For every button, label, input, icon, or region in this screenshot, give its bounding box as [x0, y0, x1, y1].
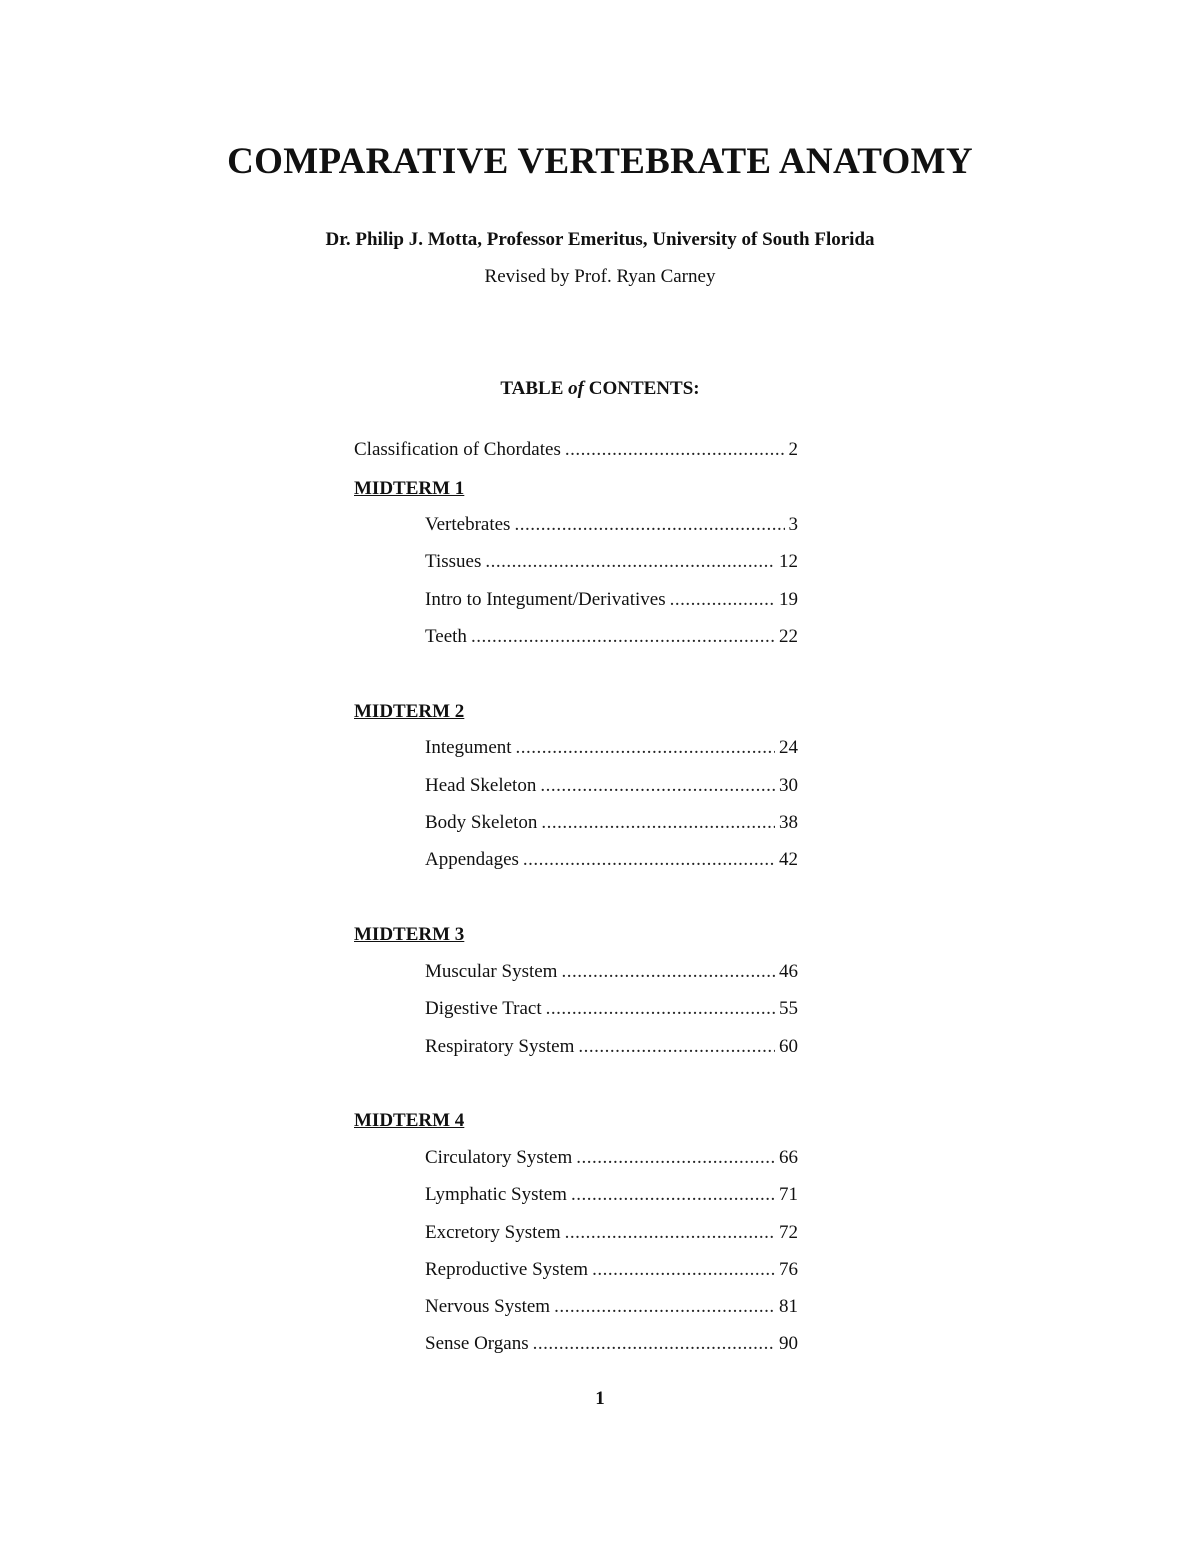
toc-heading-part-1: TABLE: [500, 378, 569, 399]
section-heading-midterm-4: MIDTERM 4: [354, 1110, 465, 1131]
toc-entry-label: Digestive Tract: [425, 998, 542, 1019]
toc-entry-page: 22: [779, 626, 798, 647]
toc-entry-page: 81: [779, 1296, 798, 1317]
toc-entry: [425, 512, 798, 538]
toc-entry-page: 90: [779, 1333, 798, 1354]
toc-entry-label: Respiratory System: [425, 1036, 575, 1057]
dot-leader: [546, 996, 775, 1022]
toc-entry: [425, 996, 798, 1022]
dot-leader: [540, 773, 775, 799]
toc-entry: [425, 549, 798, 575]
toc-entry: [425, 1220, 798, 1246]
toc-entry: [425, 773, 798, 799]
toc-entry-page: 76: [779, 1259, 798, 1280]
dot-leader: [516, 735, 775, 761]
author-line: Dr. Philip J. Motta, Professor Emeritus, University of South Florida: [325, 229, 875, 250]
toc-entry: [425, 1257, 798, 1283]
toc-entry: [425, 1331, 798, 1357]
toc-entry-page: 30: [779, 775, 798, 796]
document-title: COMPARATIVE VERTEBRATE ANATOMY: [227, 141, 973, 182]
toc-entry-label: Tissues: [425, 551, 482, 572]
toc-entry-label: Muscular System: [425, 961, 558, 982]
toc-heading-part-2: CONTENTS:: [583, 378, 700, 399]
dot-leader: [565, 437, 785, 463]
toc-entry: [425, 810, 798, 836]
toc-entry: [425, 587, 798, 613]
toc-entry-label: Sense Organs: [425, 1333, 529, 1354]
section-heading-midterm-1: MIDTERM 1: [354, 478, 465, 499]
revised-by-line: Revised by Prof. Ryan Carney: [484, 266, 716, 287]
toc-entry-label: Reproductive System: [425, 1259, 589, 1280]
toc-entry-page: 46: [779, 961, 798, 982]
toc-entry-page: 72: [779, 1222, 798, 1243]
toc-entry: [425, 959, 798, 985]
toc-entry-label: Classification of Chordates: [354, 439, 561, 460]
dot-leader: [554, 1294, 775, 1320]
section-heading-midterm-2: MIDTERM 2: [354, 701, 465, 722]
toc-entry: [425, 735, 798, 761]
toc-entry: [425, 624, 798, 650]
toc-entry-page: 71: [779, 1184, 798, 1205]
dot-leader: [541, 810, 775, 836]
toc-entry: [425, 1294, 798, 1320]
toc-heading-italic: of: [568, 378, 584, 399]
dot-leader: [571, 1182, 775, 1208]
toc-entry-label: Head Skeleton: [425, 775, 537, 796]
toc-entry-label: Circulatory System: [425, 1147, 573, 1168]
toc-heading: [0, 378, 1200, 400]
toc-entry: [425, 1182, 798, 1208]
toc-entry-label: Intro to Integument/Derivatives: [425, 589, 666, 610]
toc-entry-label: Vertebrates: [425, 514, 511, 535]
dot-leader: [578, 1034, 775, 1060]
dot-leader: [565, 1220, 775, 1246]
toc-entry-label: Nervous System: [425, 1296, 551, 1317]
toc-entry-page: 3: [788, 514, 798, 535]
toc-entry: [425, 847, 798, 873]
section-heading-midterm-3: MIDTERM 3: [354, 924, 465, 945]
toc-entry-label: Appendages: [425, 849, 519, 870]
dot-leader: [561, 959, 775, 985]
toc-entry-page: 19: [779, 589, 798, 610]
dot-leader: [576, 1145, 775, 1171]
toc-entry-label: Lymphatic System: [425, 1184, 567, 1205]
toc-entry: [354, 437, 798, 463]
toc-entry-page: 60: [779, 1036, 798, 1057]
toc-entry: [425, 1145, 798, 1171]
dot-leader: [514, 512, 784, 538]
toc-entry-page: 12: [779, 551, 798, 572]
dot-leader: [533, 1331, 775, 1357]
toc-entry-label: Excretory System: [425, 1222, 561, 1243]
toc-entry-page: 24: [779, 737, 798, 758]
toc-entry-page: 55: [779, 998, 798, 1019]
toc-entry: [425, 1034, 798, 1060]
dot-leader: [485, 549, 775, 575]
toc-entry-label: Teeth: [425, 626, 467, 647]
toc-entry-page: 66: [779, 1147, 798, 1168]
toc-entry-page: 38: [779, 812, 798, 833]
dot-leader: [523, 847, 775, 873]
toc-entry-label: Integument: [425, 737, 512, 758]
page-number: 1: [595, 1388, 605, 1409]
toc-entry-label: Body Skeleton: [425, 812, 538, 833]
toc-entry-page: 2: [788, 439, 798, 460]
dot-leader: [592, 1257, 775, 1283]
toc-entry-page: 42: [779, 849, 798, 870]
dot-leader: [670, 587, 775, 613]
dot-leader: [471, 624, 775, 650]
